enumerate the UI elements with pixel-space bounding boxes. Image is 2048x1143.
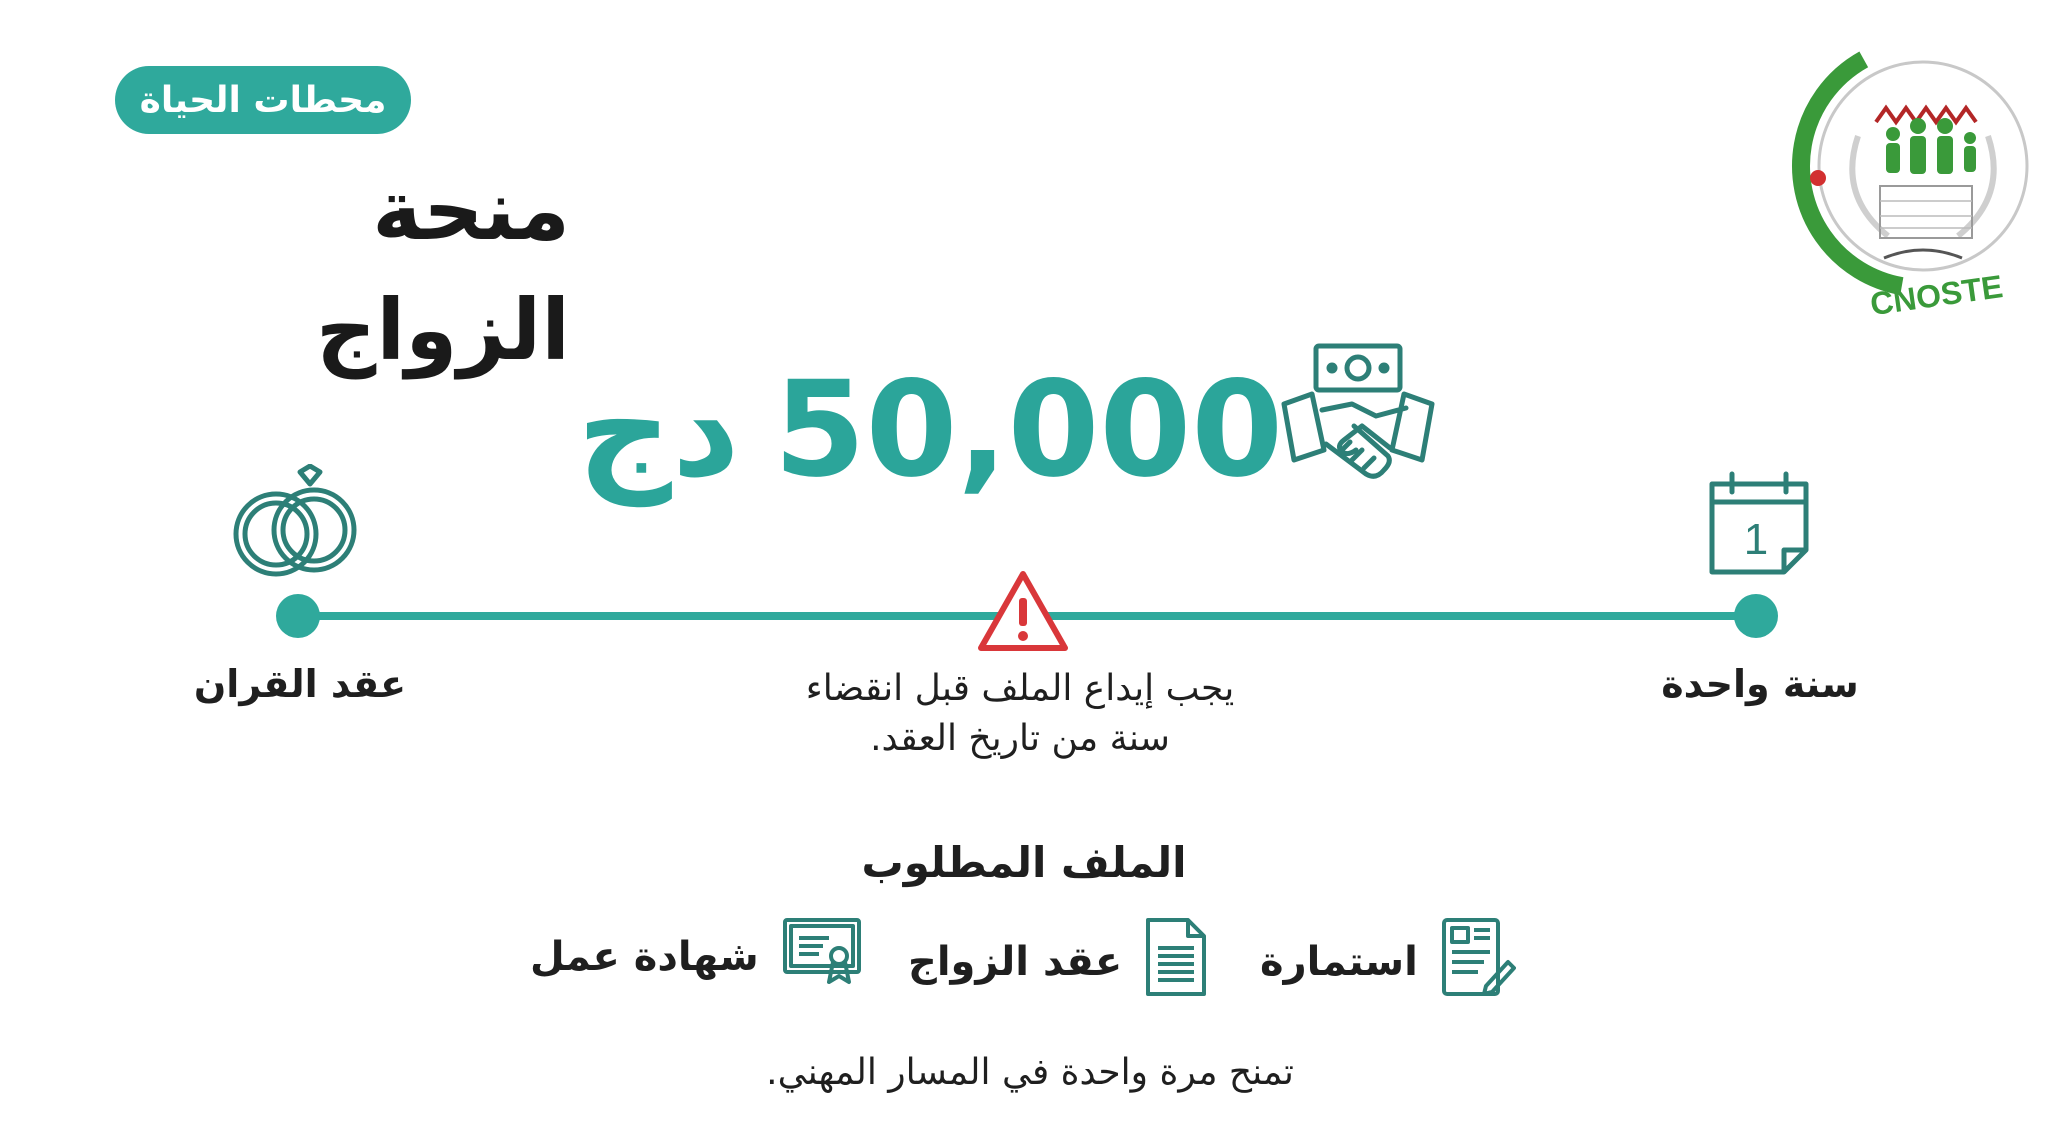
required-file-title: الملف المطلوب	[861, 838, 1187, 887]
deadline-note-line1: يجب إيداع الملف قبل انقضاء	[805, 668, 1235, 709]
wedding-rings-icon	[228, 464, 364, 582]
document-icon	[1144, 916, 1208, 1008]
handshake-money-icon	[1278, 340, 1438, 490]
deadline-note-line2: سنة من تاريخ العقد.	[870, 718, 1170, 759]
calendar-icon	[1704, 468, 1814, 578]
deadline-note	[740, 664, 1300, 764]
cnoste-logo	[1788, 6, 2048, 326]
page-title: منحة الزواج	[315, 161, 570, 379]
required-item-marriage-contract	[908, 916, 1208, 1008]
required-item-work-certificate	[530, 916, 863, 998]
warning-icon	[975, 568, 1071, 654]
timeline-end-dot	[1734, 594, 1778, 638]
currency-label: دج	[576, 353, 740, 507]
logo-text: CNOSTE	[1867, 268, 2005, 323]
certificate-icon	[781, 916, 863, 998]
timeline-right-label: سنة واحدة	[1661, 662, 1859, 706]
life-stations-badge	[115, 66, 411, 134]
form-icon	[1440, 916, 1516, 1008]
timeline-start-dot	[276, 594, 320, 638]
badge-label: محطات الحياة	[139, 79, 387, 121]
timeline-left-label: عقد القران	[193, 662, 407, 706]
required-item-form	[1260, 916, 1516, 1008]
required-item-label: استمارة	[1260, 939, 1418, 985]
required-item-label: عقد الزواج	[908, 939, 1123, 985]
amount-value: 50,000	[773, 353, 1284, 507]
required-item-label: شهادة عمل	[530, 934, 759, 980]
footer-note: تمنح مرة واحدة في المسار المهني.	[766, 1052, 1294, 1093]
calendar-number: 1	[1743, 515, 1769, 564]
grant-amount	[576, 330, 1284, 530]
